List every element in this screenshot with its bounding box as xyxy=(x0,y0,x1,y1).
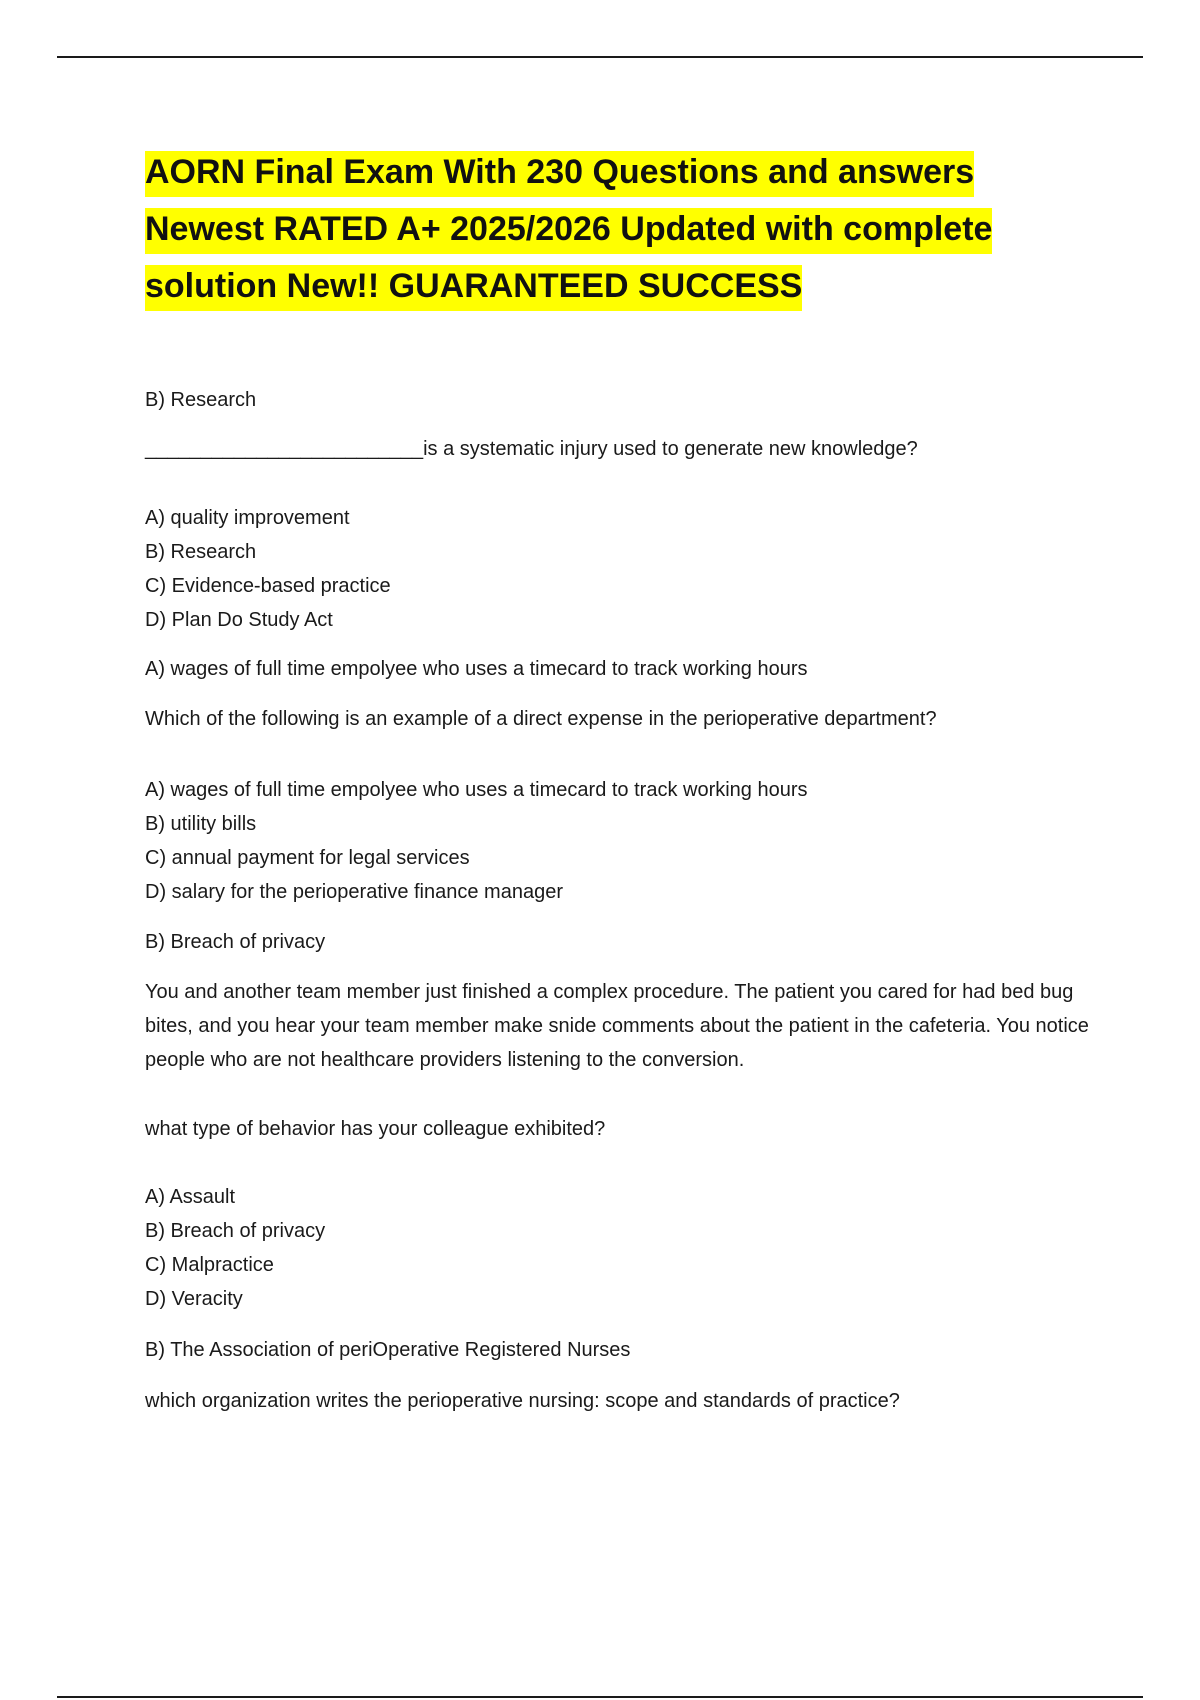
q2-option-b: B) utility bills xyxy=(145,813,257,835)
q1-option-d: D) Plan Do Study Act xyxy=(145,609,333,631)
q2-answer: A) wages of full time empolyee who uses a timecard to track working hours xyxy=(145,658,808,680)
q3-option-d: D) Veracity xyxy=(145,1288,243,1310)
q1-question: _________________________is a systematic injury used to generate new knowledge? xyxy=(145,438,918,460)
q3-question: what type of behavior has your colleague exhibited? xyxy=(145,1118,606,1140)
q2-option-c: C) annual payment for legal services xyxy=(145,847,470,869)
q1-answer: B) Research xyxy=(145,389,257,411)
document-title: AORN Final Exam With 230 Questions and answers Newest RATED A+ 2025/2026 Updated with complete solution New!! GUARANTEED SUCCESS xyxy=(145,144,1085,315)
q1-option-a: A) quality improvement xyxy=(145,507,350,529)
q4-answer: B) The Association of periOperative Registered Nurses xyxy=(145,1339,631,1361)
q1-option-b: B) Research xyxy=(145,541,257,563)
q2-question: Which of the following is an example of a direct expense in the perioperative department? xyxy=(145,708,937,730)
q3-scenario: You and another team member just finished a complex procedure. The patient you cared for had bed bug bites, and you hear your team member make snide comments about the patient in the cafeteria. You notice people who are not healthcare providers listening to the conversion. xyxy=(145,981,1089,1071)
q3-answer: B) Breach of privacy xyxy=(145,931,326,953)
q2-option-d: D) salary for the perioperative finance manager xyxy=(145,881,563,903)
q4-question: which organization writes the perioperative nursing: scope and standards of practice? xyxy=(145,1390,900,1412)
top-rule xyxy=(57,56,1143,58)
q2-option-a: A) wages of full time empolyee who uses a timecard to track working hours xyxy=(145,779,808,801)
q3-option-a: A) Assault xyxy=(145,1186,236,1208)
q3-option-b: B) Breach of privacy xyxy=(145,1220,326,1242)
bottom-rule xyxy=(57,1696,1143,1698)
q3-option-c: C) Malpractice xyxy=(145,1254,274,1276)
q1-option-c: C) Evidence-based practice xyxy=(145,575,391,597)
